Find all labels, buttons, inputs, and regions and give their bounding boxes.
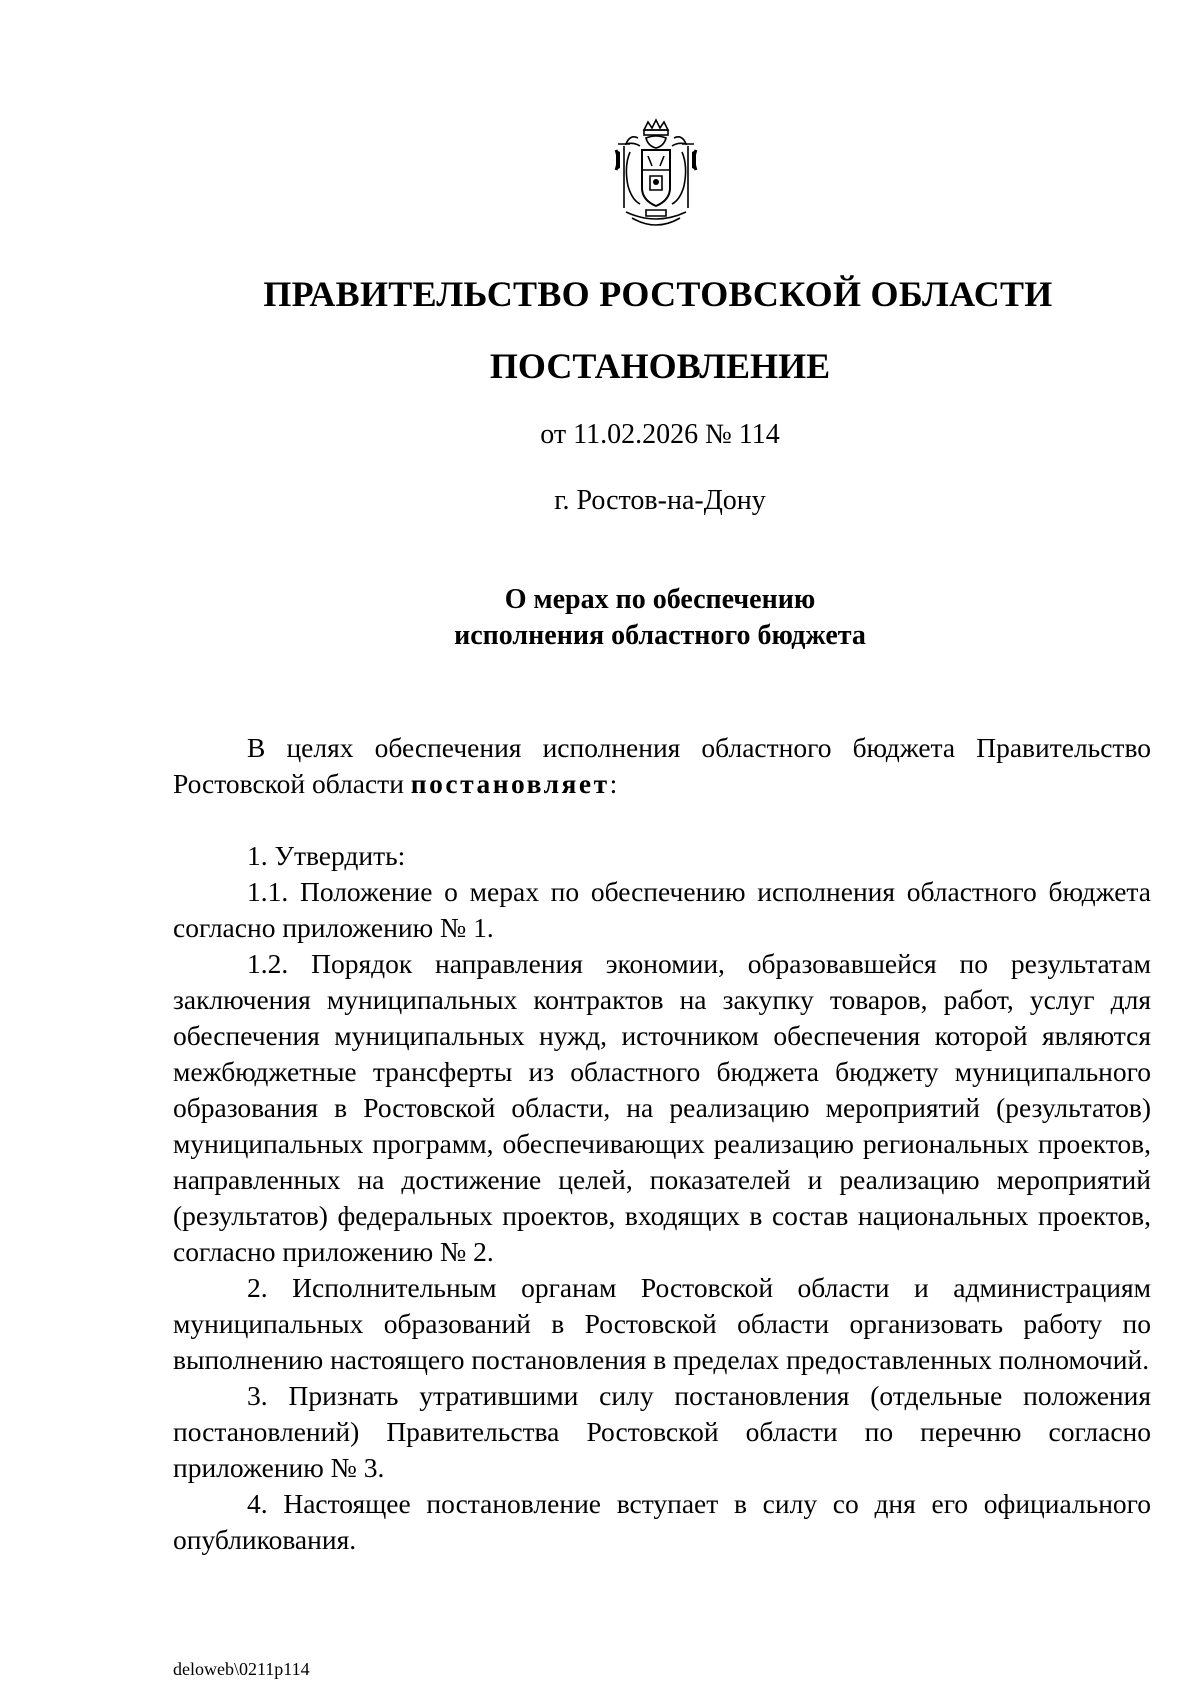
paragraph-4: 4. Настоящее постановление вступает в силу со дня его официального опубликования.	[173, 1488, 1151, 1555]
document-date-number: от 11.02.2026 № 114	[540, 419, 780, 450]
footer-file-code: deloweb\0211p114	[173, 1659, 310, 1679]
paragraph-1-1: 1.1. Положение о мерах по обеспечению исполнения областного бюджета согласно приложению № 1.	[173, 876, 1151, 943]
paragraph-1: 1. Утвердить:	[247, 840, 406, 871]
document-type-title: ПОСТАНОВЛЕНИЕ	[489, 346, 831, 386]
paragraph-3: 3. Признать утратившими силу постановления (отдельные положения постановлений) Правительства Ростовской области по перечню согласно приложению № 3.	[173, 1380, 1151, 1483]
organization-title: ПРАВИТЕЛЬСТВО РОСТОВСКОЙ ОБЛАСТИ	[263, 274, 1053, 314]
preamble-keyword: постановляет	[410, 768, 610, 799]
paragraph-1-2: 1.2. Порядок направления экономии, образовавшейся по результатам заключения муниципальных контрактов на закупку товаров, работ, услуг для обеспечения муниципальных нужд, источником обеспечения которой являются межбюджетные трансферты из областного бюджета бюджету муниципального образования в Ростовской области, на реализацию мероприятий (результатов) муниципальных программ, обеспечивающих реализацию региональных проектов, направленных на достижение целей, показателей и реализацию мероприятий (результатов) федеральных проектов, входящих в состав национальных проектов, согласно приложению № 2.	[173, 948, 1151, 1267]
preamble-paragraph	[173, 730, 1151, 802]
coat-of-arms-icon	[606, 116, 706, 238]
document-subject	[0, 582, 1200, 654]
subject-line-1: О мерах по обеспечению	[504, 584, 816, 615]
preamble-end: :	[609, 768, 618, 799]
document-place: г. Ростов-на-Дону	[554, 485, 766, 516]
preamble-text: В целях обеспечения исполнения областного бюджета Правительство Ростовской области	[173, 732, 1151, 799]
paragraph-2: 2. Исполнительным органам Ростовской области и администрациям муниципальных образований в Ростовской области организовать работу по выполнению настоящего постановления в пределах предоставленных полномочий.	[173, 1272, 1151, 1375]
document-body	[173, 730, 1151, 1558]
subject-line-2: исполнения областного бюджета	[454, 620, 866, 651]
